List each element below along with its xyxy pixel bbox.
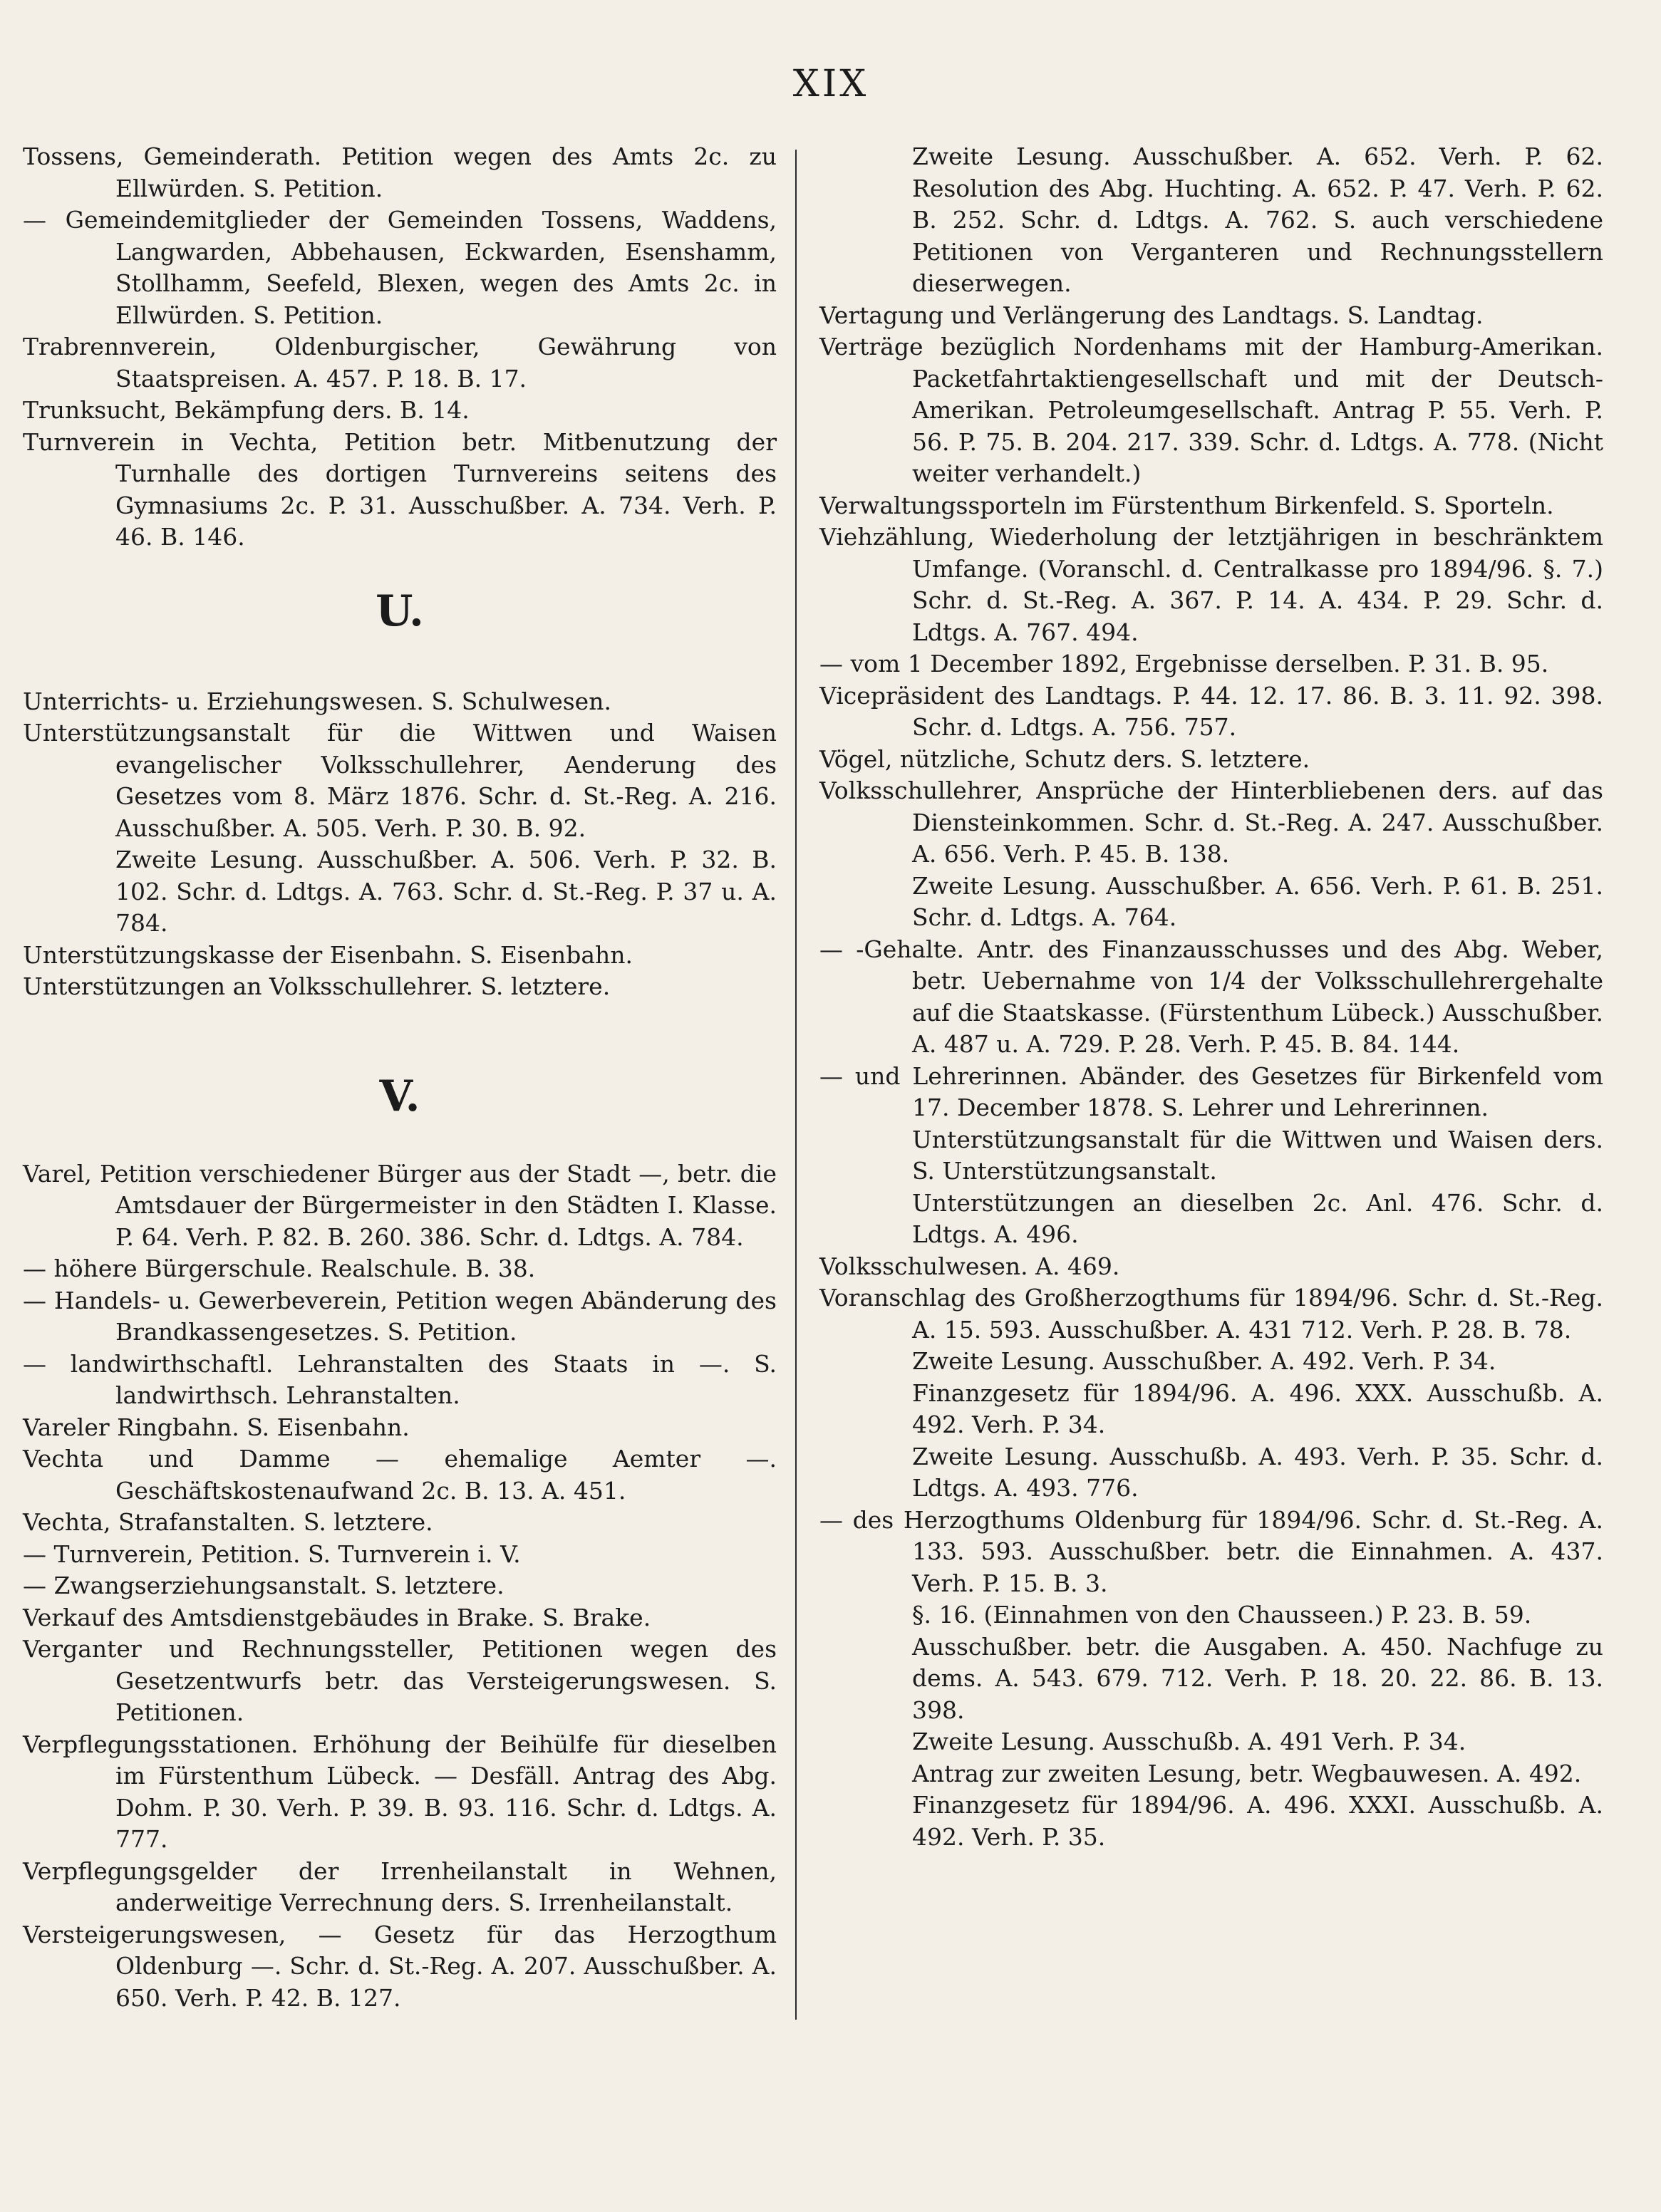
index-entry: — und Lehrerinnen. Abänder. des Gesetzes für Birkenfeld vom 17. December 1878. S. Lehrer und Lehrerinnen. <box>819 1061 1603 1121</box>
index-subentry: Finanzgesetz für 1894/96. A. 496. XXX. Ausschußb. A. 492. Verh. P. 34. <box>912 1378 1603 1438</box>
index-entry: Verganter und Rechnungssteller, Petitionen wegen des Gesetzentwurfs betr. das Versteigerungswesen. S. Petitionen. <box>23 1635 777 1726</box>
index-subentry: Zweite Lesung. Ausschußber. A. 492. Verh. P. 34. <box>912 1347 1496 1375</box>
index-entry: Tossens, Gemeinderath. Petition wegen des Amts 2c. zu Ellwürden. S. Petition. <box>23 142 777 202</box>
index-entry: — höhere Bürgerschule. Realschule. B. 38. <box>23 1255 536 1282</box>
index-entry: Vareler Ringbahn. S. Eisenbahn. <box>23 1413 410 1441</box>
index-subentry: Zweite Lesung. Ausschußber. A. 656. Verh. P. 61. B. 251. Schr. d. Ldtgs. A. 764. <box>912 871 1603 931</box>
index-entry: — Gemeindemitglieder der Gemeinden Tossens, Waddens, Langwarden, Abbehausen, Eckwarden, Esenshamm, Stollhamm, Seefeld, Blexen, wegen des Amts 2c. in Ellwürden. S. Petition. <box>23 206 777 329</box>
index-entry: Unterstützungskasse der Eisenbahn. S. Eisenbahn. <box>23 940 633 969</box>
right-column <box>819 141 1603 1853</box>
left-column <box>23 141 777 2014</box>
index-subentry: Unterstützungen an dieselben 2c. Anl. 476. Schr. d. Ldtgs. A. 496. <box>912 1188 1603 1248</box>
index-subentry: Zweite Lesung. Ausschußb. A. 491 Verh. P. 34. <box>912 1728 1466 1755</box>
index-entry: Turnverein in Vechta, Petition betr. Mitbenutzung der Turnhalle des dortigen Turnvereins seitens des Gymnasiums 2c. P. 31. Ausschußber. A. 734. Verh. P. 46. B. 146. <box>23 427 777 551</box>
index-subentry: Zweite Lesung. Ausschußber. A. 652. Verh. P. 62. Resolution des Abg. Huchting. A. 652. P. 47. Verh. P. 62. B. 252. Schr. d. Ldtgs. A. 762. S. auch verschiedene Petitionen von Verganteren und Rechnungsstellern dieserwegen. <box>912 142 1603 297</box>
index-subentry: Zweite Lesung. Ausschußb. A. 493. Verh. P. 35. Schr. d. Ldtgs. A. 493. 776. <box>912 1442 1603 1502</box>
index-entry: Verpflegungsgelder der Irrenheilanstalt in Wehnen, anderweitige Verrechnung ders. S. Irrenheilanstalt. <box>23 1857 777 1916</box>
index-entry: Unterrichts- u. Erziehungswesen. S. Schulwesen. <box>23 687 611 715</box>
index-subentry: §. 16. (Einnahmen von den Chausseen.) P. 23. B. 59. <box>912 1601 1532 1629</box>
section-letter-v: V. <box>379 1071 420 1121</box>
index-subentry: Antrag zur zweiten Lesung, betr. Wegbauwesen. A. 492. <box>912 1759 1582 1787</box>
index-entry: — -Gehalte. Antr. des Finanzausschusses und des Abg. Weber, betr. Uebernahme von 1/4 der Volksschullehrergehalte auf die Staatskasse. (Fürstenthum Lübeck.) Ausschußber. A. 487 u. A. 729. P. 28. Verh. P. 45. B. 84. 144. <box>819 935 1603 1058</box>
index-entry: — vom 1 December 1892, Ergebnisse derselben. P. 31. B. 95. <box>819 650 1549 677</box>
index-entry: Volksschulwesen. A. 469. <box>819 1252 1120 1280</box>
index-entry: Trunksucht, Bekämpfung ders. B. 14. <box>23 396 470 424</box>
index-entry: Varel, Petition verschiedener Bürger aus der Stadt —, betr. die Amtsdauer der Bürgermeister in den Städten I. Klasse. P. 64. Verh. P. 82. B. 260. 386. Schr. d. Ldtgs. A. 784. <box>23 1159 777 1251</box>
section-letter-u: U. <box>376 586 424 636</box>
index-subentry: Finanzgesetz für 1894/96. A. 496. XXXI. Ausschußb. A. 492. Verh. P. 35. <box>912 1791 1603 1851</box>
index-entry: Vechta, Strafanstalten. S. letztere. <box>23 1508 433 1536</box>
index-subentry: Ausschußber. betr. die Ausgaben. A. 450. Nachfuge zu dems. A. 543. 679. 712. Verh. P. 18. 20. 22. 86. B. 13. 398. <box>912 1632 1603 1724</box>
index-entry: Unterstützungen an Volksschullehrer. S. letztere. <box>23 972 611 1000</box>
index-subentry: Zweite Lesung. Ausschußber. A. 506. Verh. P. 32. B. 102. Schr. d. Ldtgs. A. 763. Schr. d. St.-Reg. P. 37 u. A. 784. <box>115 846 777 937</box>
index-entry: Volksschullehrer, Ansprüche der Hinterbliebenen ders. auf das Diensteinkommen. Schr. d. St.-Reg. A. 247. Ausschußber. A. 656. Verh. P. 45. B. 138. <box>819 777 1603 868</box>
index-entry: Trabrennverein, Oldenburgischer, Gewährung von Staatspreisen. A. 457. P. 18. B. 17. <box>23 333 777 393</box>
index-entry: Vicepräsident des Landtags. P. 44. 12. 17. 86. B. 3. 11. 92. 398. Schr. d. Ldtgs. A. 756. 757. <box>819 681 1603 741</box>
page-number: XIX <box>792 63 869 105</box>
index-entry: Vögel, nützliche, Schutz ders. S. letztere. <box>819 744 1310 773</box>
index-entry: — Zwangserziehungsanstalt. S. letztere. <box>23 1572 504 1599</box>
index-entry: Verträge bezüglich Nordenhams mit der Hamburg-Amerikan. Packetfahrtaktiengesellschaft und mit der Deutsch-Amerikan. Petroleumgesellschaft. Antrag P. 55. Verh. P. 56. P. 75. B. 204. 217. 339. Schr. d. Ldtgs. A. 778. (Nicht weiter verhandelt.) <box>819 333 1603 487</box>
index-entry: Versteigerungswesen, — Gesetz für das Herzogthum Oldenburg —. Schr. d. St.-Reg. A. 207. Ausschußber. A. 650. Verh. P. 42. B. 127. <box>23 1920 777 2012</box>
index-entry: Verkauf des Amtsdienstgebäudes in Brake. S. Brake. <box>23 1603 651 1631</box>
index-entry: — Handels- u. Gewerbeverein, Petition wegen Abänderung des Brandkassengesetzes. S. Petition. <box>23 1286 777 1346</box>
index-entry: — landwirthschaftl. Lehranstalten des Staats in —. S. landwirthsch. Lehranstalten. <box>23 1349 777 1409</box>
index-entry: Voranschlag des Großherzogthums für 1894/96. Schr. d. St.-Reg. A. 15. 593. Ausschußber. A. 431 712. Verh. P. 28. B. 78. <box>819 1284 1603 1344</box>
index-entry: Vechta und Damme — ehemalige Aemter —. Geschäftskostenaufwand 2c. B. 13. A. 451. <box>23 1445 777 1505</box>
column-divider <box>795 150 797 2020</box>
index-entry: Verwaltungssporteln im Fürstenthum Birkenfeld. S. Sporteln. <box>819 491 1554 519</box>
index-entry: Vertagung und Verlängerung des Landtags. S. Landtag. <box>819 301 1484 329</box>
index-entry: Viehzählung, Wiederholung der letztjährigen in beschränktem Umfange. (Voranschl. d. Centralkasse pro 1894/96. §. 7.) Schr. d. St.-Reg. A. 367. P. 14. A. 434. P. 29. Schr. d. Ldtgs. A. 767. 494. <box>819 523 1603 646</box>
index-entry: — des Herzogthums Oldenburg für 1894/96. Schr. d. St.-Reg. A. 133. 593. Ausschußber. betr. die Einnahmen. A. 437. Verh. P. 15. B. 3. <box>819 1505 1603 1597</box>
index-entry: Verpflegungsstationen. Erhöhung der Beihülfe für dieselben im Fürstenthum Lübeck. — Desfäll. Antrag des Abg. Dohm. P. 30. Verh. P. 39. B. 93. 116. Schr. d. Ldtgs. A. 777. <box>23 1730 777 1853</box>
index-entry: Unterstützungsanstalt für die Wittwen und Waisen evangelischer Volksschullehrer, Aenderung des Gesetzes vom 8. März 1876. Schr. d. St.-Reg. A. 216. Ausschußber. A. 505. Verh. P. 30. B. 92. <box>23 719 777 842</box>
index-subentry: Unterstützungsanstalt für die Wittwen und Waisen ders. S. Unterstützungsanstalt. <box>912 1125 1603 1185</box>
index-entry: — Turnverein, Petition. S. Turnverein i. V. <box>23 1539 521 1568</box>
